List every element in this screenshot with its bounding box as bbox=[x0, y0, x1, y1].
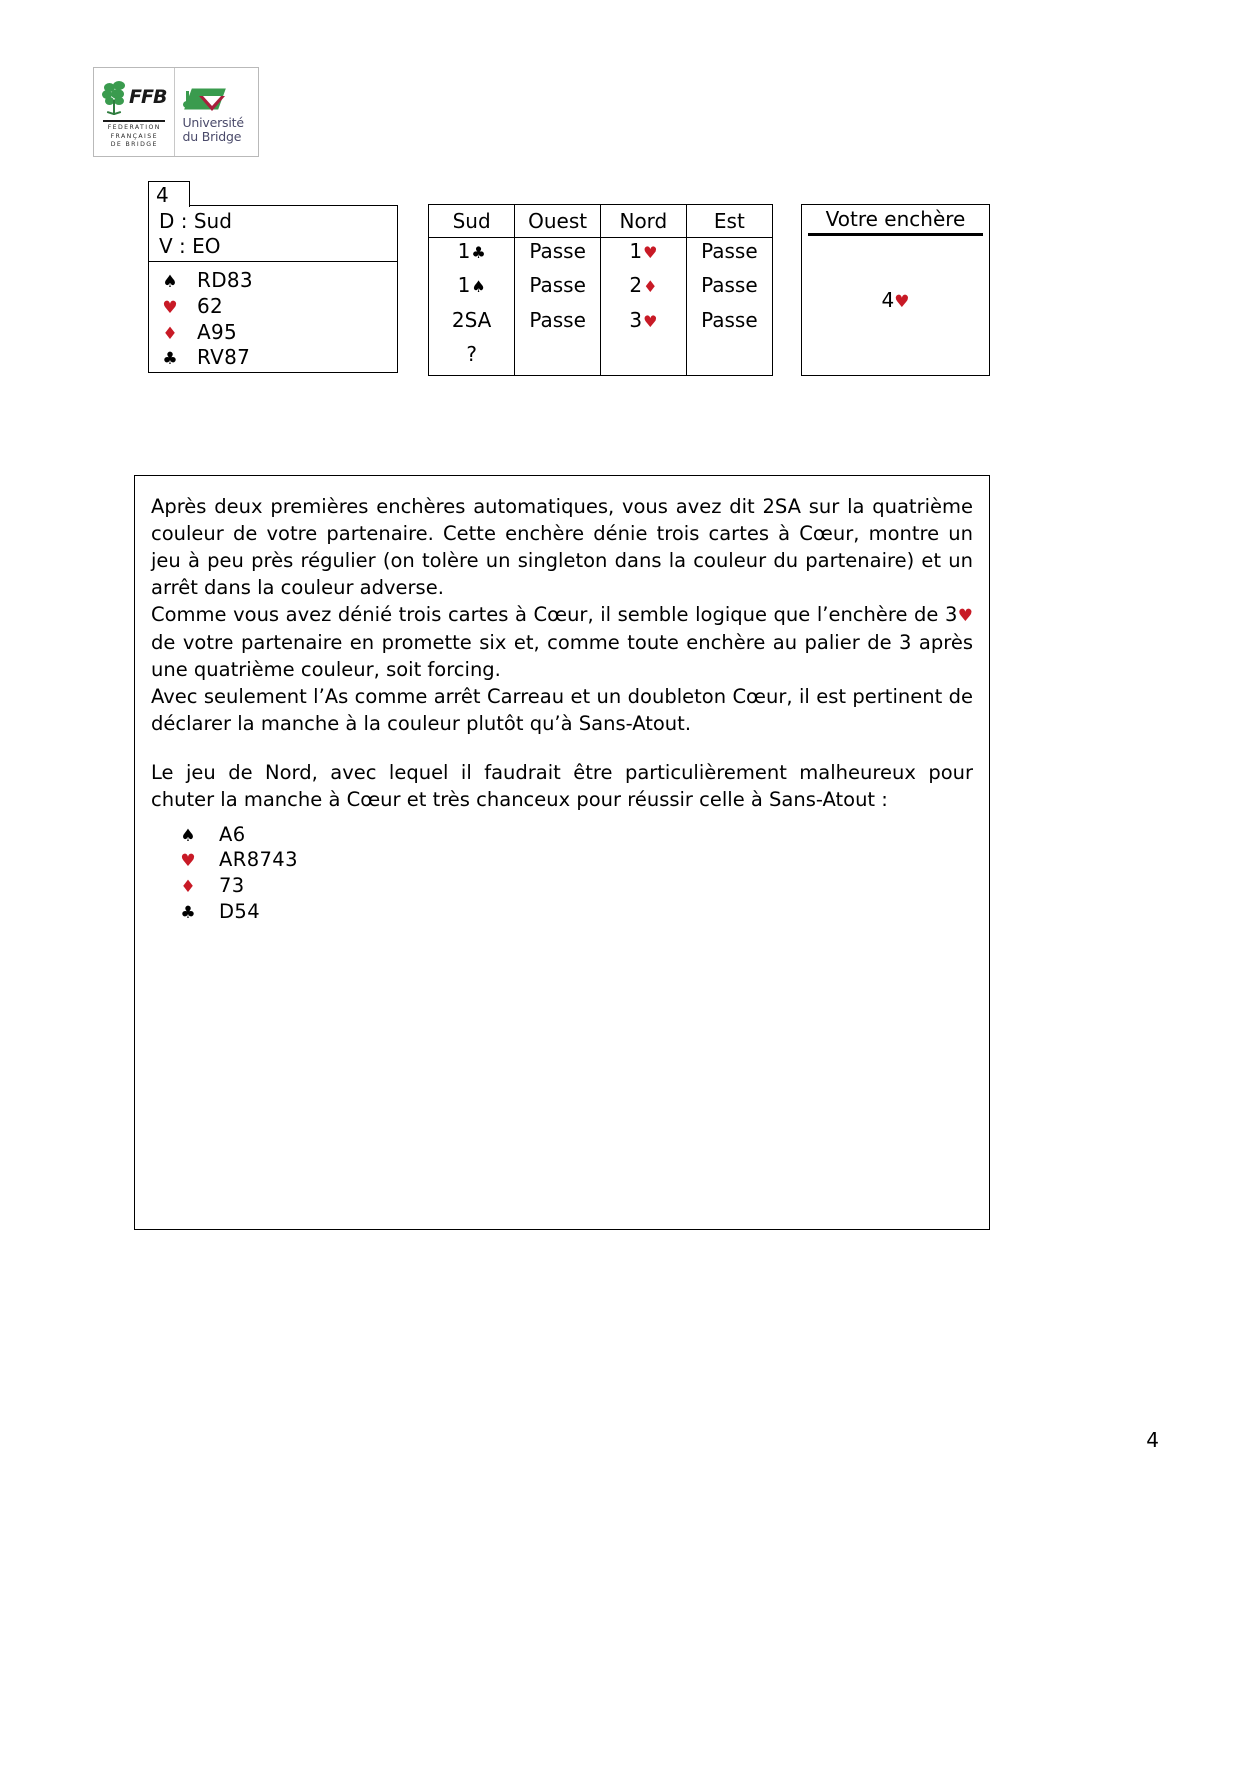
club-icon: ♣ bbox=[180, 902, 196, 923]
auction-cell bbox=[515, 272, 601, 306]
auction-cell bbox=[601, 272, 687, 306]
hand-cards: AR8743 bbox=[219, 848, 298, 872]
bid-level: 1 bbox=[457, 239, 471, 263]
bid-level: 1 bbox=[457, 273, 471, 298]
page-number: 4 bbox=[1146, 1428, 1159, 1452]
heart-icon: ♥ bbox=[180, 851, 196, 872]
auction-column-header-sud: Sud bbox=[429, 205, 515, 238]
deal-number: 4 bbox=[156, 182, 169, 207]
hand-cards: D54 bbox=[219, 899, 261, 923]
diamond-icon: ♦ bbox=[162, 323, 178, 344]
hand-cards: A6 bbox=[219, 822, 246, 846]
hand-row bbox=[165, 873, 973, 899]
auction-cell bbox=[686, 272, 772, 306]
bid-level: 2 bbox=[629, 273, 643, 298]
universite-label-line-1: Université bbox=[182, 115, 244, 130]
auction-cell bbox=[686, 341, 772, 375]
auction-cell bbox=[601, 341, 687, 375]
hand-row bbox=[165, 847, 973, 873]
auction-column-header-ouest: Ouest bbox=[515, 205, 601, 238]
hand-cards: 62 bbox=[197, 293, 224, 318]
heart-icon: ♥ bbox=[957, 606, 973, 626]
auction-cell-pending-bid bbox=[429, 341, 515, 375]
ffb-wordmark: FFB bbox=[129, 86, 167, 109]
auction-cell bbox=[515, 341, 601, 375]
explanation-paragraph-3: Avec seulement l’As comme arrêt Carreau et un doubleton Cœur, il est pertinent de déclarer la manche à la couleur plutôt qu’à Sans-Atout. bbox=[151, 684, 973, 735]
deal-header bbox=[149, 206, 397, 262]
bid-level: 2SA bbox=[451, 307, 492, 332]
hand-row bbox=[165, 822, 973, 848]
bid-level: Passe bbox=[529, 273, 586, 298]
ffb-logo bbox=[94, 68, 175, 156]
explanation-paragraph-1: Après deux premières enchères automatiques, vous avez dit 2SA sur la quatrième couleur de votre partenaire. Cette enchère dénie trois cartes à Cœur, montre un jeu à peu près régulier (on tolère un singleton dans la couleur du partenaire) et un arrêt dans la couleur adverse. bbox=[151, 495, 973, 599]
north-hand bbox=[151, 822, 973, 925]
hand-row bbox=[149, 320, 397, 346]
bid-level: Passe bbox=[529, 307, 586, 332]
auction-row bbox=[429, 307, 772, 341]
auction-cell bbox=[429, 307, 515, 341]
ffb-logo-mark-row bbox=[102, 78, 166, 118]
hand-cards: A95 bbox=[197, 319, 238, 344]
explanation-box bbox=[134, 475, 990, 1230]
ffb-subtitle-line-3: DE BRIDGE bbox=[110, 141, 158, 149]
auction-cell bbox=[601, 307, 687, 341]
hand-cards: RD83 bbox=[197, 268, 253, 293]
bid-level: Passe bbox=[701, 307, 758, 332]
your-bid-title: Votre enchère bbox=[808, 205, 983, 236]
tree-icon bbox=[102, 81, 128, 115]
south-hand bbox=[149, 262, 397, 370]
auction-column-header-nord: Nord bbox=[601, 205, 687, 238]
hand-row bbox=[165, 899, 973, 925]
heart-icon: ♥ bbox=[643, 311, 658, 331]
paragraph-spacer bbox=[151, 737, 973, 759]
spade-icon: ♠ bbox=[180, 825, 196, 846]
ffb-subtitle-line-2: FRANÇAISE bbox=[110, 132, 158, 140]
spade-icon: ♠ bbox=[162, 272, 178, 293]
explanation-paragraph-2-part-2: de votre partenaire en promette six et, comme toute enchère au palier de 3 après une quatrième couleur, soit forcing. bbox=[151, 630, 973, 681]
ffb-divider-rule bbox=[103, 120, 165, 122]
bid-level: Passe bbox=[701, 273, 758, 298]
hand-row bbox=[149, 268, 397, 294]
graduation-cap-icon bbox=[182, 80, 238, 114]
hand-row bbox=[149, 294, 397, 320]
auction-header-row bbox=[429, 205, 772, 238]
diamond-icon: ♦ bbox=[643, 277, 658, 297]
auction-cell bbox=[601, 238, 687, 273]
hand-cards: RV87 bbox=[197, 345, 251, 370]
your-bid-value bbox=[802, 236, 989, 312]
auction-cell bbox=[686, 238, 772, 273]
club-icon: ♣ bbox=[471, 243, 486, 262]
explanation-paragraph-2-part-1: Comme vous avez dénié trois cartes à Cœur, il semble logique que l’enchère de 3 bbox=[151, 603, 958, 626]
bid-level: Passe bbox=[701, 239, 758, 263]
auction-table bbox=[428, 204, 773, 376]
logo-bar bbox=[93, 67, 259, 157]
explanation-paragraph-2 bbox=[151, 601, 973, 683]
auction-cell bbox=[515, 307, 601, 341]
dealer-label: D : Sud bbox=[159, 209, 232, 233]
vulnerability-label: V : EO bbox=[159, 234, 221, 259]
auction-column-header-est: Est bbox=[686, 205, 772, 238]
bid-level: 3 bbox=[629, 307, 643, 332]
bid-level: 4 bbox=[881, 288, 895, 312]
bid-level: Passe bbox=[529, 239, 586, 263]
auction-cell bbox=[429, 238, 515, 273]
deal-number-tab bbox=[148, 181, 190, 207]
auction-cell bbox=[515, 238, 601, 273]
heart-icon: ♥ bbox=[894, 292, 910, 312]
universite-du-bridge-logo bbox=[175, 68, 258, 156]
auction-row bbox=[429, 272, 772, 306]
auction-row bbox=[429, 341, 772, 375]
hand-cards: 73 bbox=[219, 874, 245, 897]
hand-row bbox=[149, 345, 397, 371]
club-icon: ♣ bbox=[162, 349, 178, 370]
ffb-subtitle-line-1: FEDERATION bbox=[107, 123, 161, 131]
bid-level: 1 bbox=[629, 239, 643, 263]
heart-icon: ♥ bbox=[162, 297, 178, 318]
auction-row bbox=[429, 238, 772, 273]
universite-label-line-2: du Bridge bbox=[182, 129, 242, 144]
auction-cell bbox=[429, 272, 515, 306]
diamond-icon: ♦ bbox=[180, 877, 196, 897]
your-bid-box bbox=[801, 204, 990, 376]
heart-icon: ♥ bbox=[643, 243, 658, 262]
deal-box bbox=[148, 205, 398, 373]
spade-icon: ♠ bbox=[471, 277, 486, 297]
bid-level: ? bbox=[466, 341, 477, 366]
auction-cell bbox=[686, 307, 772, 341]
explanation-paragraph-4: Le jeu de Nord, avec lequel il faudrait être particulièrement malheureux pour chuter la manche à Cœur et très chanceux pour réussir celle à Sans-Atout : bbox=[151, 760, 973, 811]
